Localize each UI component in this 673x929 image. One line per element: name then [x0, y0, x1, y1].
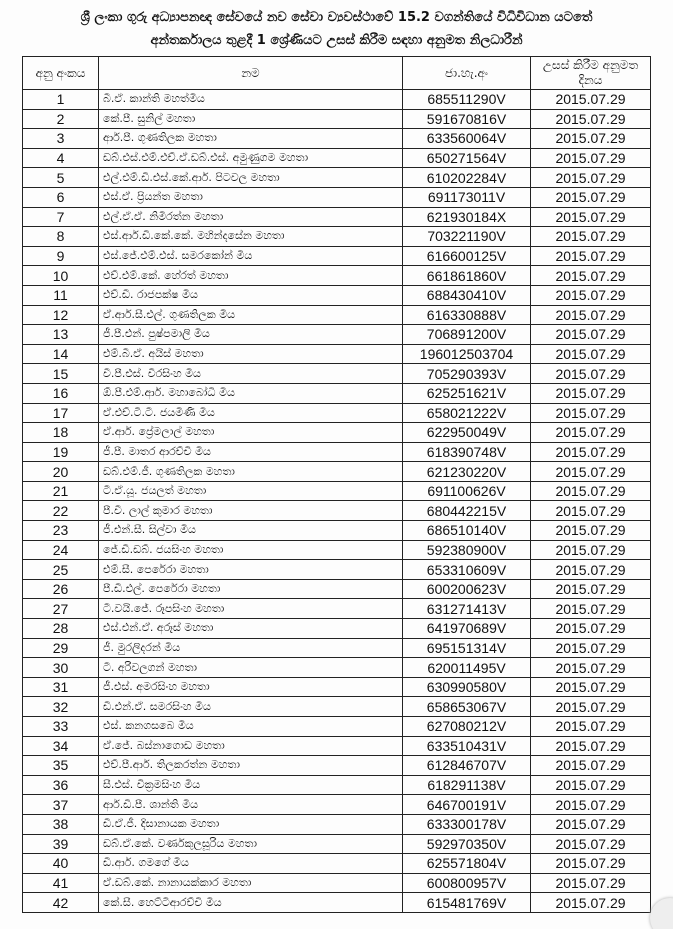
table-row — [23, 383, 651, 403]
row-name: ටී.වයි.ජේ. රූපසිංහ මහතා — [99, 599, 403, 619]
row-nic: 705290393V — [403, 364, 531, 384]
row-date: 2015.07.29 — [531, 854, 651, 874]
table-row — [23, 697, 651, 717]
row-number: 5 — [23, 168, 99, 188]
row-nic: 630990580V — [403, 677, 531, 697]
row-date: 2015.07.29 — [531, 364, 651, 384]
row-name: ඒ.ආර්.සී.එල්. ගුණතිලක මිය — [99, 305, 403, 325]
floating-action-button[interactable] — [650, 898, 673, 929]
row-nic: 618291138V — [403, 775, 531, 795]
table-row — [23, 775, 651, 795]
header-nic: ජා.හැ.අං — [403, 57, 531, 90]
row-number: 35 — [23, 756, 99, 776]
row-nic: 616330888V — [403, 305, 531, 325]
row-date: 2015.07.29 — [531, 403, 651, 423]
table-row — [23, 619, 651, 639]
row-number: 3 — [23, 129, 99, 149]
row-nic: 703221190V — [403, 227, 531, 247]
row-nic: 650271564V — [403, 148, 531, 168]
officers-table — [22, 56, 651, 913]
row-number: 28 — [23, 619, 99, 639]
table-row — [23, 109, 651, 129]
row-date: 2015.07.29 — [531, 795, 651, 815]
row-nic: 688430410V — [403, 285, 531, 305]
row-name: ඒ.එච්.ටී.ටී. ජයමිණි මිය — [99, 403, 403, 423]
table-row — [23, 207, 651, 227]
row-date: 2015.07.29 — [531, 560, 651, 580]
table-header-row — [23, 57, 651, 90]
row-date: 2015.07.29 — [531, 266, 651, 286]
row-name: කේ.සී. හෙට්ටිආරච්චි මිය — [99, 893, 403, 913]
row-name: එස්.ජේ.එම්.එස්. සමරකෝන් මිය — [99, 246, 403, 266]
row-name: ඩී.එන්.ඒ. සමරසිංහ මිය — [99, 697, 403, 717]
table-row — [23, 423, 651, 443]
row-date: 2015.07.29 — [531, 658, 651, 678]
row-name: වී.පී.එස්. වීරසිංහ මිය — [99, 364, 403, 384]
row-date: 2015.07.29 — [531, 383, 651, 403]
row-number: 24 — [23, 540, 99, 560]
row-nic: 691100626V — [403, 481, 531, 501]
row-name: ජී.පී. මාතර ආරච්චි මිය — [99, 442, 403, 462]
document-title-line-1: ශ්‍රී ලංකා ගුරු අධ්‍යාපනඥ සේවයේ නව සේවා ව්‍යවස්ථාවේ 15.2 වගන්තියේ විධිවිධාන යටතේ — [80, 10, 593, 25]
row-date: 2015.07.29 — [531, 90, 651, 110]
row-nic: 618390748V — [403, 442, 531, 462]
row-number: 37 — [23, 795, 99, 815]
row-nic: 621230220V — [403, 462, 531, 482]
row-name: ඩබ්.එස්.එම්.එච්.ඒ.ඩබ්.එස්. අමුණුගම මහතා — [99, 148, 403, 168]
row-name: ටී.ඒ.යූ. ජයලත් මහතා — [99, 481, 403, 501]
table-row — [23, 599, 651, 619]
table-row — [23, 266, 651, 286]
row-number: 15 — [23, 364, 99, 384]
row-nic: 592380900V — [403, 540, 531, 560]
row-nic: 625571804V — [403, 854, 531, 874]
row-name: කේ.පී. සුනිල් මහතා — [99, 109, 403, 129]
row-date: 2015.07.29 — [531, 423, 651, 443]
row-number: 6 — [23, 187, 99, 207]
row-date: 2015.07.29 — [531, 129, 651, 149]
row-nic: 591670816V — [403, 109, 531, 129]
row-number: 18 — [23, 423, 99, 443]
table-row — [23, 638, 651, 658]
table-row — [23, 442, 651, 462]
row-nic: 610202284V — [403, 168, 531, 188]
table-row — [23, 481, 651, 501]
row-date: 2015.07.29 — [531, 325, 651, 345]
row-date: 2015.07.29 — [531, 285, 651, 305]
table-row — [23, 756, 651, 776]
header-serial-number: අනු අංකය — [23, 57, 99, 90]
table-row — [23, 658, 651, 678]
row-date: 2015.07.29 — [531, 638, 651, 658]
row-date: 2015.07.29 — [531, 540, 651, 560]
row-name: එල්.ඒ.ඒ. නිමිරත්න මහතා — [99, 207, 403, 227]
row-number: 34 — [23, 736, 99, 756]
table-row — [23, 187, 651, 207]
row-number: 19 — [23, 442, 99, 462]
row-date: 2015.07.29 — [531, 148, 651, 168]
row-date: 2015.07.29 — [531, 481, 651, 501]
row-date: 2015.07.29 — [531, 814, 651, 834]
row-date: 2015.07.29 — [531, 756, 651, 776]
row-name: එච්.ඩී. රාජපක්ෂ මිය — [99, 285, 403, 305]
row-nic: 658653067V — [403, 697, 531, 717]
row-name: ඩබ්.එම්.ජී. ගුණතිලක මහතා — [99, 462, 403, 482]
row-name: එම්.සී. පෙරේරා මහතා — [99, 560, 403, 580]
row-name: එම්.බී.ඒ. අයිස් මහතා — [99, 344, 403, 364]
row-date: 2015.07.29 — [531, 736, 651, 756]
row-date: 2015.07.29 — [531, 168, 651, 188]
row-nic: 633510431V — [403, 736, 531, 756]
row-name: ඕ.පී.එම්.ආර්. මහාබෝධි මිය — [99, 383, 403, 403]
table-row — [23, 344, 651, 364]
row-number: 20 — [23, 462, 99, 482]
row-nic: 706891200V — [403, 325, 531, 345]
row-nic: 621930184X — [403, 207, 531, 227]
row-name: ජී.පී.එන්. පුෂ්පමාලි මිය — [99, 325, 403, 345]
row-number: 14 — [23, 344, 99, 364]
row-number: 38 — [23, 814, 99, 834]
table-row — [23, 364, 651, 384]
table-row — [23, 403, 651, 423]
row-date: 2015.07.29 — [531, 521, 651, 541]
table-row — [23, 168, 651, 188]
table-row — [23, 795, 651, 815]
row-number: 33 — [23, 717, 99, 737]
row-nic: 691173011V — [403, 187, 531, 207]
row-nic: 622950049V — [403, 423, 531, 443]
table-row — [23, 285, 651, 305]
row-date: 2015.07.29 — [531, 834, 651, 854]
row-number: 27 — [23, 599, 99, 619]
row-date: 2015.07.29 — [531, 775, 651, 795]
table-row — [23, 677, 651, 697]
header-approved-date: උසස් කිරීම අනුමත දිනය — [531, 57, 651, 90]
row-date: 2015.07.29 — [531, 207, 651, 227]
table-row — [23, 540, 651, 560]
document-title-line-2: අන්තර්කාලය තුළදී 1 ශ්‍රේණියට උසස් කිරීම සඳහා අනුමත නිලධාරීන් — [150, 33, 523, 48]
row-number: 1 — [23, 90, 99, 110]
row-date: 2015.07.29 — [531, 344, 651, 364]
row-nic: 633300178V — [403, 814, 531, 834]
table-row — [23, 501, 651, 521]
table-row — [23, 148, 651, 168]
row-name: ඒ.ආර්. ප්‍රේමලාල් මහතා — [99, 423, 403, 443]
row-nic: 627080212V — [403, 717, 531, 737]
table-row — [23, 90, 651, 110]
row-name: එස්.ඒ. ප්‍රියන්ත මහතා — [99, 187, 403, 207]
row-name: ආර්.පී. ගුණතිලක මහතා — [99, 129, 403, 149]
row-date: 2015.07.29 — [531, 873, 651, 893]
row-nic: 686510140V — [403, 521, 531, 541]
row-date: 2015.07.29 — [531, 187, 651, 207]
row-date: 2015.07.29 — [531, 599, 651, 619]
row-nic: 600200623V — [403, 579, 531, 599]
table-row — [23, 873, 651, 893]
row-date: 2015.07.29 — [531, 677, 651, 697]
row-name: ජේ.ඩී.ඩබ්. ජයසිංහ මහතා — [99, 540, 403, 560]
row-nic: 633560064V — [403, 129, 531, 149]
row-date: 2015.07.29 — [531, 697, 651, 717]
table-row — [23, 579, 651, 599]
table-row — [23, 325, 651, 345]
table-row — [23, 521, 651, 541]
table-row — [23, 305, 651, 325]
row-date: 2015.07.29 — [531, 305, 651, 325]
header-name: නම — [99, 57, 403, 90]
row-number: 30 — [23, 658, 99, 678]
row-name: එච්.එම්.කේ. හේරත් මහතා — [99, 266, 403, 286]
row-number: 17 — [23, 403, 99, 423]
row-name: එස්.එන්.ඒ. අරූස් මහතා — [99, 619, 403, 639]
row-number: 26 — [23, 579, 99, 599]
row-nic: 646700191V — [403, 795, 531, 815]
table-row — [23, 814, 651, 834]
table-row — [23, 893, 651, 913]
row-number: 13 — [23, 325, 99, 345]
row-nic: 196012503704 — [403, 344, 531, 364]
row-number: 9 — [23, 246, 99, 266]
row-date: 2015.07.29 — [531, 109, 651, 129]
row-number: 42 — [23, 893, 99, 913]
row-date: 2015.07.29 — [531, 246, 651, 266]
row-nic: 695151314V — [403, 638, 531, 658]
row-name: ඒ.ඩබ්.කේ. නානායක්කාර මහතා — [99, 873, 403, 893]
row-name: ටී. අරිවලගන් මහතා — [99, 658, 403, 678]
row-name: එස්.ආර්.ඩී.කේ.කේ. මහින්දසේන මහතා — [99, 227, 403, 247]
table-row — [23, 129, 651, 149]
row-nic: 592970350V — [403, 834, 531, 854]
table-row — [23, 834, 651, 854]
row-nic: 612846707V — [403, 756, 531, 776]
row-number: 25 — [23, 560, 99, 580]
table-row — [23, 560, 651, 580]
row-number: 23 — [23, 521, 99, 541]
table-row — [23, 854, 651, 874]
row-number: 12 — [23, 305, 99, 325]
row-name: ජී. මුරලිදරන් මිය — [99, 638, 403, 658]
table-row — [23, 736, 651, 756]
table-row — [23, 462, 651, 482]
row-name: ජී.එස්. අමරසිංහ මහතා — [99, 677, 403, 697]
row-nic: 600800957V — [403, 873, 531, 893]
row-number: 11 — [23, 285, 99, 305]
row-number: 4 — [23, 148, 99, 168]
row-number: 22 — [23, 501, 99, 521]
row-date: 2015.07.29 — [531, 619, 651, 639]
table-row — [23, 717, 651, 737]
row-number: 10 — [23, 266, 99, 286]
row-number: 29 — [23, 638, 99, 658]
row-number: 40 — [23, 854, 99, 874]
row-number: 41 — [23, 873, 99, 893]
row-name: පී.වී. ලාල් කුමාර මහතා — [99, 501, 403, 521]
row-nic: 641970689V — [403, 619, 531, 639]
row-name: එච්.පී.ආර්. තිලකරත්න මහතා — [99, 756, 403, 776]
row-number: 32 — [23, 697, 99, 717]
row-number: 36 — [23, 775, 99, 795]
row-number: 31 — [23, 677, 99, 697]
row-name: එස්. කනගසබෙ මිය — [99, 717, 403, 737]
row-name: ඩී.ඒ.ජී. දිසානායක මහතා — [99, 814, 403, 834]
row-name: ඒ.ජේ. බස්නාගොඩ මහතා — [99, 736, 403, 756]
row-number: 21 — [23, 481, 99, 501]
row-nic: 625251621V — [403, 383, 531, 403]
row-nic: 680442215V — [403, 501, 531, 521]
row-nic: 620011495V — [403, 658, 531, 678]
row-number: 7 — [23, 207, 99, 227]
row-nic: 631271413V — [403, 599, 531, 619]
row-name: සී.එස්. වික්‍රමසිංහ මිය — [99, 775, 403, 795]
row-name: එල්.එම්.ඩී.එස්.කේ.ආර්. පිටවල මහතා — [99, 168, 403, 188]
row-nic: 658021222V — [403, 403, 531, 423]
row-name: පී.ඩී.එල්. පෙරේරා මහතා — [99, 579, 403, 599]
row-date: 2015.07.29 — [531, 227, 651, 247]
row-date: 2015.07.29 — [531, 579, 651, 599]
row-date: 2015.07.29 — [531, 442, 651, 462]
row-name: ඩබ්.ඒ.කේ. වර්ණකුලසූරිය මහතා — [99, 834, 403, 854]
table-row — [23, 246, 651, 266]
row-nic: 685511290V — [403, 90, 531, 110]
row-date: 2015.07.29 — [531, 893, 651, 913]
row-nic: 615481769V — [403, 893, 531, 913]
row-number: 39 — [23, 834, 99, 854]
row-nic: 653310609V — [403, 560, 531, 580]
row-nic: 616600125V — [403, 246, 531, 266]
row-name: බී.ඒ. කාන්ති මහත්මිය — [99, 90, 403, 110]
row-date: 2015.07.29 — [531, 717, 651, 737]
row-name: ජී.එන්.සී. සිල්වා මිය — [99, 521, 403, 541]
row-date: 2015.07.29 — [531, 462, 651, 482]
row-number: 16 — [23, 383, 99, 403]
table-row — [23, 227, 651, 247]
row-nic: 661861860V — [403, 266, 531, 286]
row-number: 8 — [23, 227, 99, 247]
row-name: ඩී.ආර්. ගමගේ මිය — [99, 854, 403, 874]
row-number: 2 — [23, 109, 99, 129]
row-name: ආර්.ඩී.පී. ශාන්ති මිය — [99, 795, 403, 815]
row-date: 2015.07.29 — [531, 501, 651, 521]
